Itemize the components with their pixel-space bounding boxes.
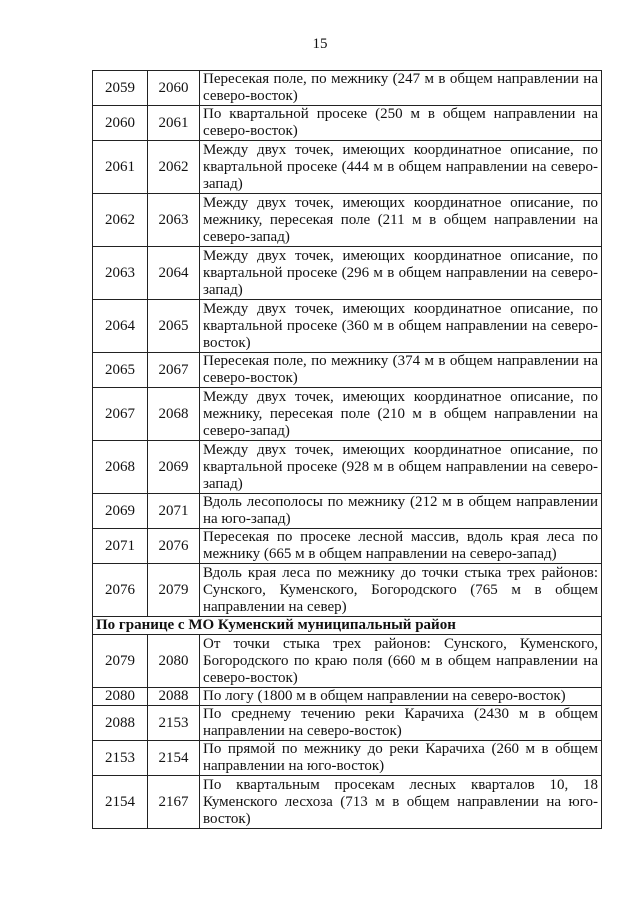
boundary-table — [92, 70, 602, 829]
point-from: 2062 — [93, 194, 148, 247]
table-row — [93, 441, 602, 494]
segment-description: Между двух точек, имеющих координатное описание, по межнику, пересекая поле (210 м в общем направлении на северо-запад) — [200, 388, 602, 441]
segment-description: Вдоль лесополосы по межнику (212 м в общем направлении на юго-запад) — [200, 494, 602, 529]
section-header-row — [93, 617, 602, 635]
segment-description: Между двух точек, имеющих координатное описание, по межнику, пересекая поле (211 м в общем направлении на северо-запад) — [200, 194, 602, 247]
point-to: 2154 — [148, 741, 200, 776]
segment-description: По квартальным просекам лесных кварталов 10, 18 Куменского лесхоза (713 м в общем направлении на юго-восток) — [200, 776, 602, 829]
point-from: 2069 — [93, 494, 148, 529]
table-row — [93, 247, 602, 300]
point-from: 2065 — [93, 353, 148, 388]
table-row — [93, 300, 602, 353]
segment-description: Между двух точек, имеющих координатное описание, по квартальной просеке (360 м в общем направлении на северо-восток) — [200, 300, 602, 353]
point-from: 2061 — [93, 141, 148, 194]
point-from: 2060 — [93, 106, 148, 141]
section-title: По границе с МО Куменский муниципальный район — [93, 617, 602, 635]
table-row — [93, 388, 602, 441]
table-row — [93, 71, 602, 106]
segment-description: От точки стыка трех районов: Сунского, Куменского, Богородского по краю поля (660 м в общем направлении на северо-восток) — [200, 635, 602, 688]
point-from: 2079 — [93, 635, 148, 688]
segment-description: Пересекая поле, по межнику (247 м в общем направлении на северо-восток) — [200, 71, 602, 106]
point-to: 2088 — [148, 688, 200, 706]
point-from: 2071 — [93, 529, 148, 564]
table-row — [93, 353, 602, 388]
point-from: 2154 — [93, 776, 148, 829]
table-row — [93, 194, 602, 247]
segment-description: Пересекая по просеке лесной массив, вдоль края леса по межнику (665 м в общем направлении на северо-запад) — [200, 529, 602, 564]
table-row — [93, 529, 602, 564]
point-to: 2061 — [148, 106, 200, 141]
point-to: 2079 — [148, 564, 200, 617]
table-row — [93, 776, 602, 829]
segment-description: По среднему течению реки Карачиха (2430 м в общем направлении на северо-восток) — [200, 706, 602, 741]
point-to: 2067 — [148, 353, 200, 388]
segment-description: По логу (1800 м в общем направлении на северо-восток) — [200, 688, 602, 706]
page-number: 15 — [312, 36, 328, 52]
point-to: 2153 — [148, 706, 200, 741]
table-row — [93, 706, 602, 741]
segment-description: Вдоль края леса по межнику до точки стыка трех районов: Сунского, Куменского, Богородского (765 м в общем направлении на север) — [200, 564, 602, 617]
point-to: 2063 — [148, 194, 200, 247]
segment-description: Между двух точек, имеющих координатное описание, по квартальной просеке (296 м в общем направлении на северо-запад) — [200, 247, 602, 300]
table-row — [93, 688, 602, 706]
point-to: 2071 — [148, 494, 200, 529]
point-from: 2064 — [93, 300, 148, 353]
segment-description: Между двух точек, имеющих координатное описание, по квартальной просеке (928 м в общем направлении на северо-запад) — [200, 441, 602, 494]
point-from: 2059 — [93, 71, 148, 106]
point-to: 2080 — [148, 635, 200, 688]
point-to: 2069 — [148, 441, 200, 494]
point-to: 2062 — [148, 141, 200, 194]
point-from: 2068 — [93, 441, 148, 494]
point-from: 2067 — [93, 388, 148, 441]
point-from: 2076 — [93, 564, 148, 617]
point-to: 2068 — [148, 388, 200, 441]
point-to: 2065 — [148, 300, 200, 353]
point-to: 2167 — [148, 776, 200, 829]
point-to: 2076 — [148, 529, 200, 564]
point-from: 2063 — [93, 247, 148, 300]
table-row — [93, 106, 602, 141]
segment-description: По прямой по межнику до реки Карачиха (260 м в общем направлении на юго-восток) — [200, 741, 602, 776]
table-row — [93, 494, 602, 529]
table-row — [93, 741, 602, 776]
point-from: 2080 — [93, 688, 148, 706]
segment-description: По квартальной просеке (250 м в общем направлении на северо-восток) — [200, 106, 602, 141]
segment-description: Пересекая поле, по межнику (374 м в общем направлении на северо-восток) — [200, 353, 602, 388]
table-row — [93, 141, 602, 194]
point-to: 2064 — [148, 247, 200, 300]
table-row — [93, 564, 602, 617]
point-from: 2153 — [93, 741, 148, 776]
segment-description: Между двух точек, имеющих координатное описание, по квартальной просеке (444 м в общем направлении на северо-запад) — [200, 141, 602, 194]
table-row — [93, 635, 602, 688]
point-to: 2060 — [148, 71, 200, 106]
point-from: 2088 — [93, 706, 148, 741]
